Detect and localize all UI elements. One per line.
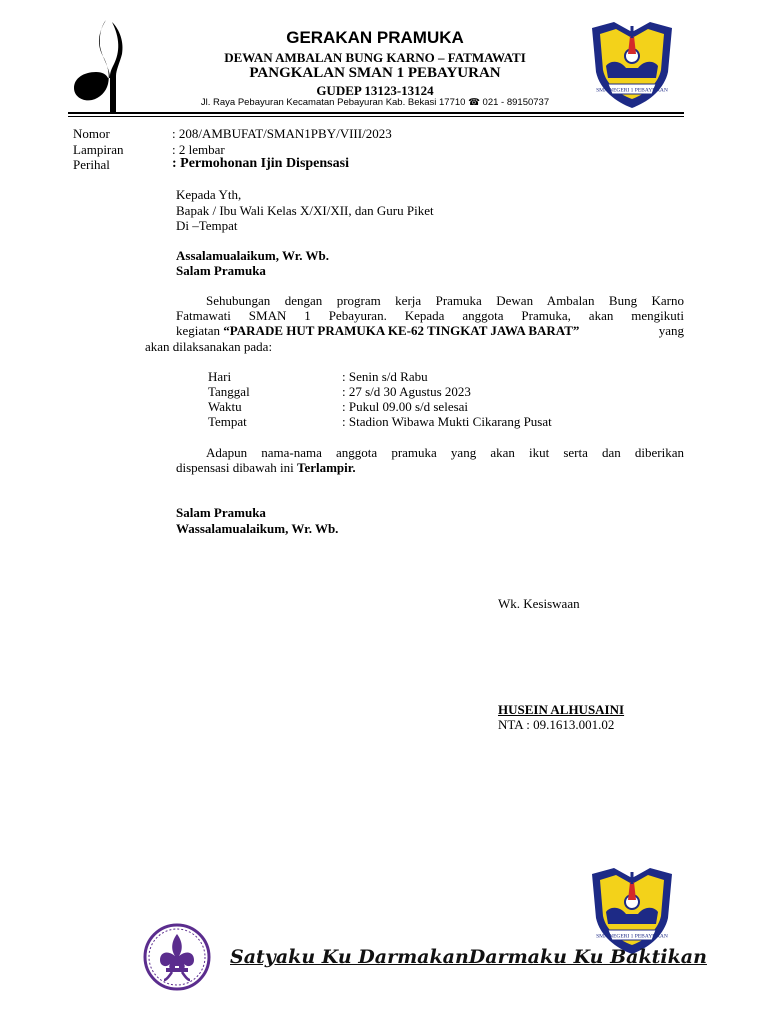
footer-motto: Satyaku Ku DarmakanDarmaku Ku Baktikan (230, 946, 707, 968)
meta-label-lampiran: Lampiran (73, 142, 124, 157)
recipient-line-1: Kepada Yth, (176, 187, 242, 202)
closing-line-1: Salam Pramuka (176, 505, 266, 520)
paragraph-1-line-1: Sehubungan dengan program kerja Pramuka Dewan Ambalan Bung Karno (206, 293, 684, 308)
paragraph-1-line-4: akan dilaksanakan pada: (145, 339, 273, 354)
schedule-value-waktu: : Pukul 09.00 s/d selesai (342, 399, 469, 414)
meta-value-perihal: : Permohonan Ijin Dispensasi (172, 156, 349, 171)
header-rule-thick (68, 112, 684, 114)
school-badge-logo (584, 14, 680, 110)
gudep-line: GUDEP 13123-13124 (316, 83, 434, 98)
recipient-line-2: Bapak / Ibu Wali Kelas X/XI/XII, dan Guru Piket (176, 203, 434, 218)
paragraph-2-line-1: Adapun nama-nama anggota pramuka yang akan ikut serta dan diberikan (206, 445, 684, 460)
footer-school-badge-logo (584, 860, 680, 956)
dewan-ambalan-line: DEWAN AMBALAN BUNG KARNO – FATMAWATI (224, 50, 526, 65)
footer-badge-text: SMA NEGERI 1 PEBAYURAN (596, 933, 668, 940)
signature-name: HUSEIN ALHUSAINI (498, 702, 625, 717)
meta-value-lampiran: : 2 lembar (172, 142, 225, 157)
schedule-value-tempat: : Stadion Wibawa Mukti Cikarang Pusat (342, 414, 552, 429)
schedule-value-hari: : Senin s/d Rabu (342, 369, 428, 384)
wosm-emblem-icon (142, 922, 212, 992)
meta-label-perihal: Perihal (73, 157, 110, 172)
signature-nta: NTA : 09.1613.001.02 (498, 717, 615, 732)
paragraph-2-line-2-part-a: dispensasi dibawah ini (176, 460, 297, 475)
organization-title: GERAKAN PRAMUKA (286, 28, 464, 47)
paragraph-1-line-2: Fatmawati SMAN 1 Pebayuran. Kepada anggota Pramuka, akan mengikuti (176, 308, 684, 323)
meta-value-nomor: : 208/AMBUFAT/SMAN1PBY/VIII/2023 (172, 126, 392, 141)
paragraph-1-line-3 (176, 323, 684, 338)
schedule-label-waktu: Waktu (208, 399, 242, 414)
paragraph-2-line-2 (176, 460, 356, 475)
schedule-value-tanggal: : 27 s/d 30 Agustus 2023 (342, 384, 471, 399)
pangkalan-line: PANGKALAN SMAN 1 PEBAYURAN (249, 65, 501, 81)
tunas-kelapa-logo (70, 18, 126, 114)
address-line: Jl. Raya Pebayuran Kecamatan Pebayuran Kab. Bekasi 17710 ☎ 021 - 89150737 (200, 97, 550, 108)
event-name: “PARADE HUT PRAMUKA KE-62 TINGKAT JAWA BARAT” (223, 323, 580, 338)
badge-text: SMA NEGERI 1 PEBAYURAN (596, 87, 668, 94)
greeting-line-2: Salam Pramuka (176, 263, 266, 278)
recipient-line-3: Di –Tempat (176, 218, 238, 233)
header-rule-thin (68, 116, 684, 117)
greeting-line-1: Assalamualaikum, Wr. Wb. (176, 248, 330, 263)
schedule-label-tanggal: Tanggal (208, 384, 250, 399)
paragraph-1-line-3-part-a: kegiatan (176, 323, 224, 338)
meta-label-nomor: Nomor (73, 126, 110, 141)
paragraph-1-line-3-part-c: yang (655, 323, 684, 338)
terlampir-text: Terlampir. (296, 460, 356, 475)
schedule-label-tempat: Tempat (208, 414, 247, 429)
signature-title: Wk. Kesiswaan (498, 596, 580, 611)
closing-line-2: Wassalamualaikum, Wr. Wb. (176, 521, 339, 536)
schedule-label-hari: Hari (208, 369, 232, 384)
